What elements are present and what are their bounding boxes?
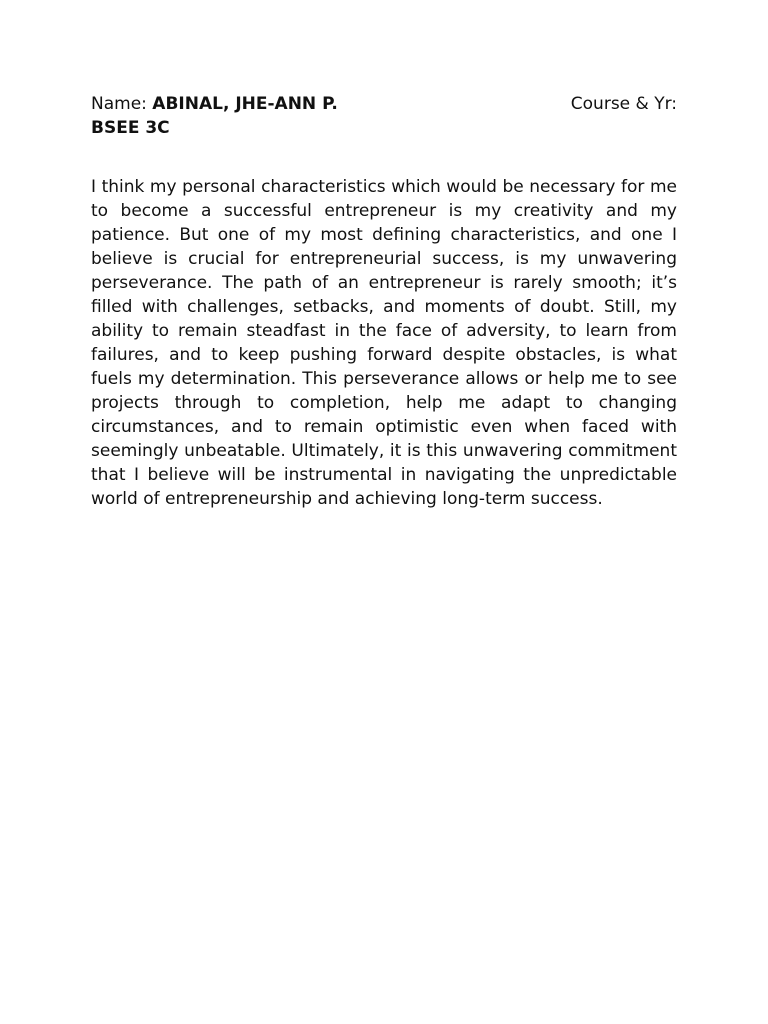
- document-header: [91, 92, 677, 140]
- header-line: [91, 92, 677, 116]
- name-value: ABINAL, JHE-ANN P.: [152, 94, 338, 114]
- essay-paragraph: I think my personal characteristics which would be necessary for me to become a successful entrepreneur is my creativity and my patience. But one of my most defining characteristics, and one I believe is crucial for entrepreneurial success, is my unwavering perseverance. The path of an entrepreneur is rarely smooth; it’s filled with challenges, setbacks, and moments of doubt. Still, my ability to remain steadfast in the face of adversity, to learn from failures, and to keep pushing forward despite obstacles, is what fuels my determination. This perseverance allows or help me to see projects through to completion, help me adapt to changing circumstances, and to remain optimistic even when faced with seemingly unbeatable. Ultimately, it is this unwavering commitment that I believe will be instrumental in navigating the unpredictable world of entrepreneurship and achieving long-term success.: [91, 177, 677, 509]
- course-label: Course & Yr:: [570, 94, 677, 114]
- name-label: Name:: [91, 94, 153, 114]
- course-value: BSEE 3C: [91, 118, 170, 138]
